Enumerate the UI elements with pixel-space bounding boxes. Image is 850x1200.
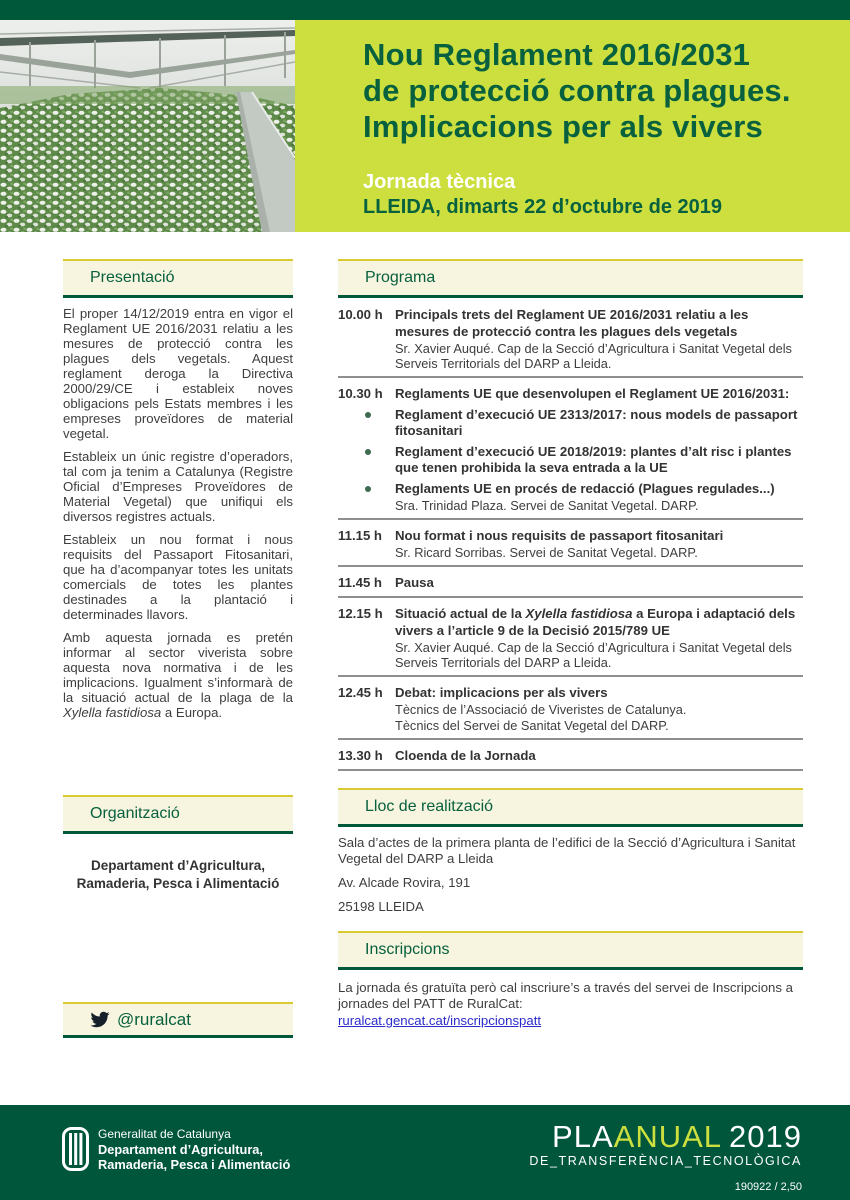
page-title [363,37,833,145]
program-time: 11.45 h [338,575,382,590]
title-line: Nou Reglament 2016/2031 [363,37,751,72]
program-speaker: Tècnics del Servei de Sanitat Vegetal del DARP. [395,718,669,733]
program-item [338,747,803,764]
registration-link[interactable]: ruralcat.gencat.cat/inscripcionspatt [338,1013,542,1028]
section-title: Organització [90,805,180,822]
species-name-italic: Xylella fastidiosa [63,705,162,720]
organizer-name: Departament d’Agricultura, Ramaderia, Pesca i Alimentació [76,858,280,891]
venue-line: 25198 LLEIDA [338,899,424,914]
gov-line: Departament d’Agricultura, [98,1142,263,1157]
footer [0,1105,850,1200]
program-time: 10.30 h [338,386,383,401]
pla-anual-logo: PLAANUAL 2019 [552,1119,802,1154]
program-time: 11.15 h [338,528,382,543]
pla-anual-block [529,1121,802,1193]
section-heading-lloc [338,788,803,827]
program-title: Debat: implicacions per als vivers [395,685,608,700]
generalitat-logo-icon [62,1127,89,1171]
bullet-icon [365,486,371,492]
left-column [63,259,293,1059]
twitter-handle[interactable]: @ruralcat [117,1009,191,1029]
greenhouse-photo [0,20,295,232]
brand-tagline: DE_TRANSFERÈNCIA_TECNOLÒGICA [529,1154,802,1168]
program-time: 13.30 h [338,748,383,763]
twitter-icon [89,1010,111,1029]
program-divider [338,376,803,378]
program-time: 10.00 h [338,307,383,322]
program-divider [338,738,803,740]
bullet-icon [365,449,371,455]
program-bullet: Reglaments UE en procés de redacció (Plagues regulades...) [395,481,803,497]
section-title: Inscripcions [365,941,450,958]
header-band [0,20,850,232]
program-title: Nou format i nous requisits de passaport fitosanitari [395,528,724,543]
section-heading-organitzacio [63,795,293,834]
event-type: Jornada tècnica [363,171,516,193]
top-bar [0,0,850,20]
title-line: Implicacions per als vivers [363,109,763,144]
program-item [338,684,803,733]
program-bullet-list [395,407,803,497]
program-item [338,605,803,670]
twitter-bar [63,1002,293,1038]
program-list [338,298,803,771]
section-title: Lloc de realització [365,798,494,815]
program-item [338,527,803,560]
program-time: 12.45 h [338,685,383,700]
section-heading-programa [338,259,803,298]
event-date-location: LLEIDA, dimarts 22 d’octubre de 2019 [363,196,722,218]
program-speaker: Sr. Xavier Auqué. Cap de la Secció d’Agricultura i Sanitat Vegetal dels Serveis Territorials del DARP a Lleida. [395,640,792,670]
program-title: Principals trets del Reglament UE 2016/2031 relatiu a les mesures de protecció contra les plagues dels vegetals [395,307,749,339]
program-item [338,574,803,591]
paragraph: El proper 14/12/2019 entra en vigor el Reglament UE 2016/2031 relatiu a les mesures de protecció contra les plagues dels vegetals. Aquest reglament deroga la Directiva 2000/29/CE i estableix noves obligacions pels Estats membres i les empreses proveïdores de material vegetal. [63,306,293,441]
title-line: de protecció contra plagues. [363,73,791,108]
presentation-text [63,306,293,720]
right-column [338,259,803,1030]
program-title: Cloenda de la Jornada [395,748,536,763]
program-time: 12.15 h [338,606,383,621]
program-divider [338,518,803,520]
species-name-italic: Xylella fastidiosa [525,606,633,621]
program-title: Reglaments UE que desenvolupen el Reglament UE 2016/2031: [395,386,790,401]
program-item [338,306,803,371]
program-bullet: Reglament d’execució UE 2313/2017: nous models de passaport fitosanitari [395,407,803,439]
venue-line: Av. Alcade Rovira, 191 [338,875,471,890]
gov-line: Generalitat de Catalunya [98,1127,231,1141]
paragraph: Estableix un nou format i nous requisits del Passaport Fitosanitari, que ha d’acompanyar totes les unitats comercials de totes les plantes destinades a la plantació i determinades llavors. [63,532,293,622]
paragraph: Amb aquesta jornada es pretén informar al sector viverista sobre aquesta nova normativa i de les implicacions. Igualment s’informarà de la situació actual de la plaga de la Xylella fastidiosa a Europa. [63,630,293,720]
program-speaker: Sr. Ricard Sorribas. Servei de Sanitat Vegetal. DARP. [395,545,698,560]
program-divider [338,596,803,598]
program-divider [338,565,803,567]
section-heading-presentacio [63,259,293,298]
section-title: Programa [365,269,436,286]
generalitat-block [62,1127,290,1172]
venue-address [338,835,803,915]
registration-text: La jornada és gratuïta però cal inscriure’s a través del servei de Inscripcions a jornades del PATT de RuralCat: [338,980,793,1011]
program-item [338,385,803,513]
section-title: Presentació [90,269,175,286]
section-heading-inscripcions [338,931,803,970]
program-bullet: Reglament d’execució UE 2018/2019: plantes d’alt risc i plantes que tenen prohibida la seva entrada a la UE [395,444,803,476]
paragraph: Estableix un únic registre d’operadors, tal com ja tenim a Catalunya (Registre Oficial d’Empreses Proveïdores de Material Vegetal) que unifiqui els diversos registres actuals. [63,449,293,524]
registration-info [338,980,803,1030]
print-code: 190922 / 2,50 [734,1181,802,1193]
program-speaker: Sra. Trinidad Plaza. Servei de Sanitat Vegetal. DARP. [395,498,699,513]
program-title: Situació actual de la Xylella fastidiosa a Europa i adaptació dels vivers a l’article 9 de la Decisió 2015/789 UE [395,606,796,638]
program-speaker: Tècnics de l’Associació de Viveristes de Catalunya. [395,702,687,717]
program-divider [338,675,803,677]
program-speaker: Sr. Xavier Auqué. Cap de la Secció d’Agricultura i Sanitat Vegetal dels Serveis Territorials del DARP a Lleida. [395,341,792,371]
program-divider [338,769,803,771]
venue-line: Sala d’actes de la primera planta de l’edifici de la Secció d’Agricultura i Sanitat Vegetal del DARP a Lleida [338,835,796,866]
gov-line: Ramaderia, Pesca i Alimentació [98,1157,291,1172]
bullet-icon [365,412,371,418]
program-title: Pausa [395,575,434,590]
